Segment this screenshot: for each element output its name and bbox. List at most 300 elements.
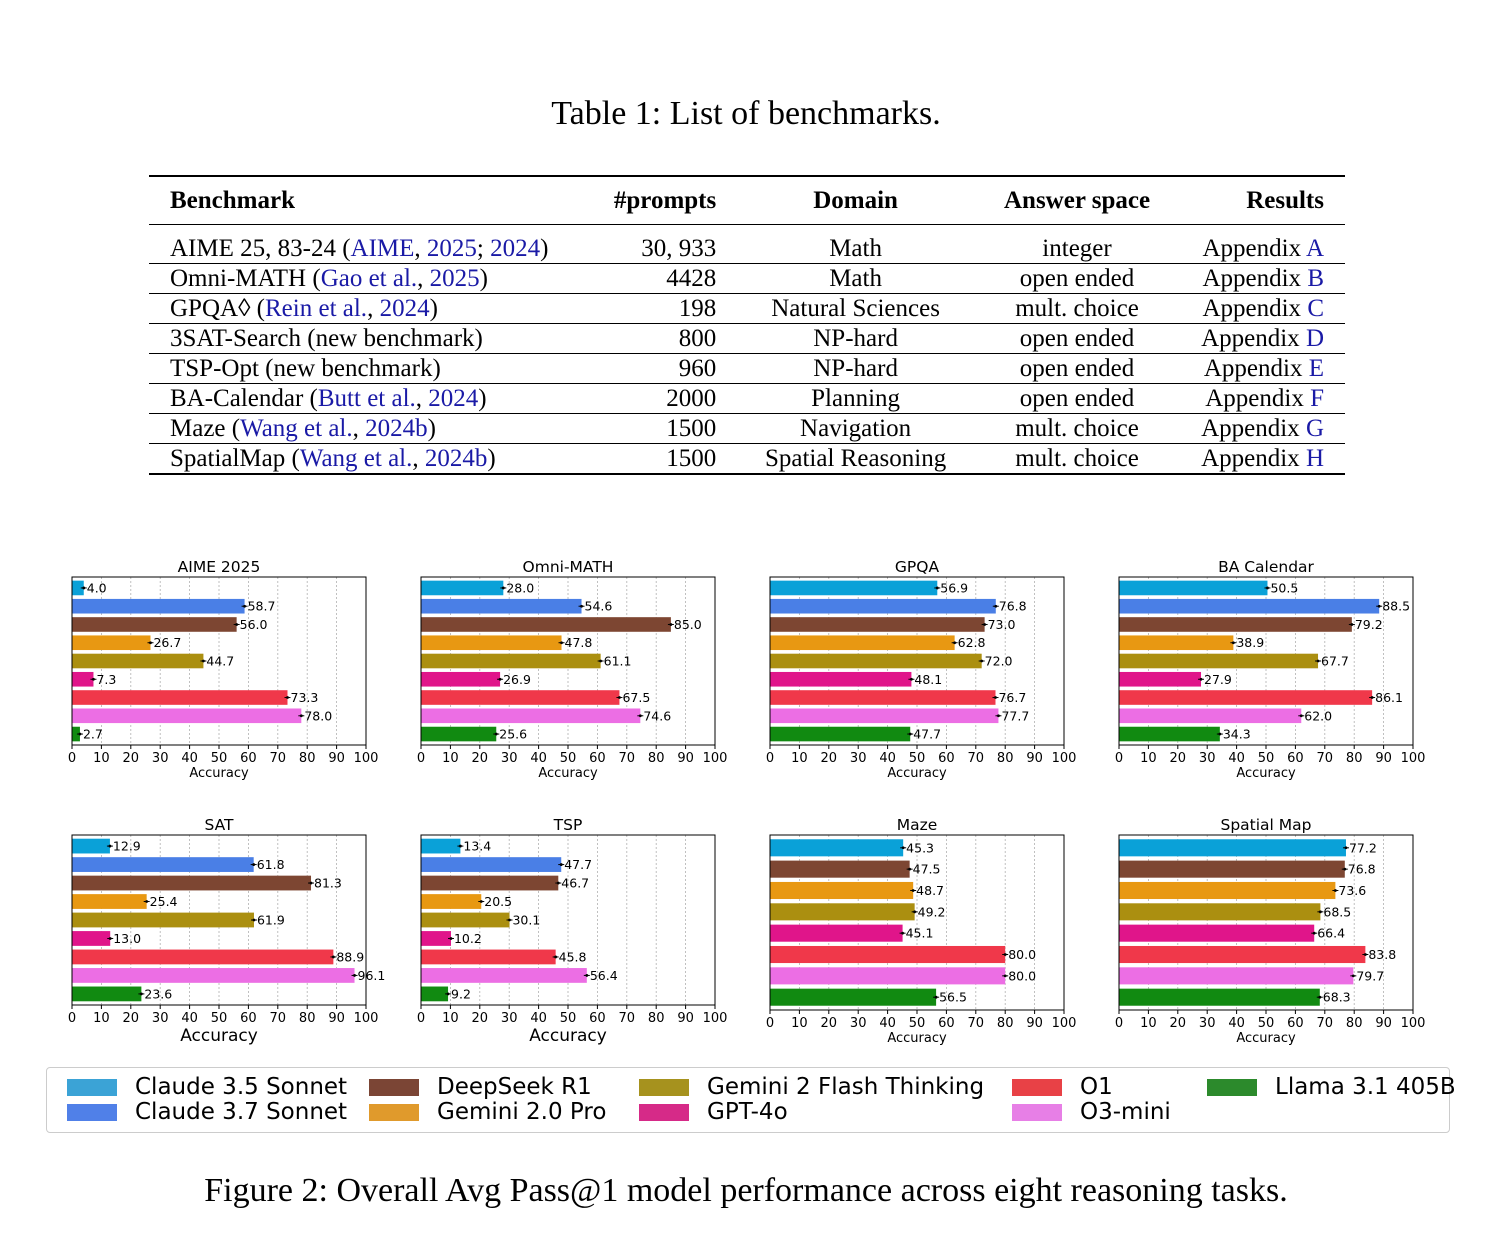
header-answer-space: Answer space bbox=[974, 176, 1180, 225]
error-bar-point bbox=[1300, 714, 1303, 717]
data-label: 45.1 bbox=[905, 925, 934, 941]
appendix-link[interactable]: D bbox=[1305, 325, 1324, 352]
error-bar-point bbox=[1218, 733, 1221, 736]
bar bbox=[72, 654, 203, 669]
data-label: 76.8 bbox=[998, 598, 1027, 614]
x-tick-label: 60 bbox=[1287, 751, 1304, 766]
bar bbox=[1119, 727, 1220, 742]
data-label: 7.3 bbox=[96, 671, 117, 687]
appendix-link[interactable]: C bbox=[1307, 295, 1324, 322]
benchmark-name: TSP-Opt (new benchmark) bbox=[170, 355, 441, 382]
data-label: 56.0 bbox=[239, 616, 268, 632]
data-label: 25.4 bbox=[149, 894, 178, 910]
x-tick-label: 100 bbox=[1051, 751, 1077, 766]
legend-swatch bbox=[1207, 1079, 1257, 1096]
x-tick-label: 20 bbox=[1169, 1016, 1187, 1031]
x-tick-label: 40 bbox=[530, 751, 547, 766]
x-axis-label: Accuracy bbox=[189, 766, 249, 781]
error-bar-point bbox=[1004, 974, 1007, 977]
x-tick-label: 60 bbox=[589, 1011, 606, 1026]
x-axis-label: Accuracy bbox=[887, 1031, 947, 1046]
error-bar-point bbox=[580, 605, 583, 608]
data-label: 56.4 bbox=[589, 967, 618, 983]
error-bar-point bbox=[310, 882, 313, 885]
bar bbox=[770, 654, 982, 669]
citation-close: ) bbox=[427, 415, 436, 442]
x-tick-label: 10 bbox=[791, 751, 808, 766]
x-tick-label: 90 bbox=[328, 1011, 345, 1026]
error-bar-point bbox=[1200, 678, 1203, 681]
table-caption: Table 1: List of benchmarks. bbox=[551, 95, 941, 132]
citation-separator: , bbox=[417, 265, 430, 292]
chart-legend bbox=[46, 1067, 1456, 1133]
error-bar-point bbox=[353, 974, 356, 977]
x-tick-label: 60 bbox=[240, 1011, 257, 1026]
x-tick-label: 10 bbox=[93, 751, 110, 766]
header-results: Results bbox=[1180, 176, 1345, 225]
citation-separator: , bbox=[415, 385, 429, 412]
x-tick-label: 90 bbox=[1026, 751, 1043, 766]
bar bbox=[421, 672, 500, 687]
citation-link[interactable]: Butt et al. bbox=[317, 385, 416, 412]
benchmark-name: Maze ( bbox=[170, 415, 241, 442]
header-domain: Domain bbox=[737, 176, 974, 225]
bar bbox=[421, 894, 481, 909]
error-bar-point bbox=[82, 587, 85, 590]
error-bar-point bbox=[557, 882, 560, 885]
data-label: 88.9 bbox=[336, 949, 365, 965]
x-tick-label: 50 bbox=[1257, 1016, 1275, 1031]
legend-swatch bbox=[369, 1104, 419, 1121]
benchmark-name: AIME 25, 83-24 ( bbox=[170, 234, 351, 262]
x-tick-label: 50 bbox=[210, 751, 228, 766]
data-label: 96.1 bbox=[357, 967, 386, 983]
x-tick-label: 60 bbox=[1287, 1016, 1304, 1031]
error-bar-point bbox=[560, 863, 563, 866]
error-bar-point bbox=[79, 733, 82, 736]
bar bbox=[72, 987, 141, 1002]
cell-prompts: 1500 bbox=[569, 414, 737, 444]
cell-prompts: 198 bbox=[569, 294, 737, 324]
x-tick-label: 40 bbox=[879, 751, 896, 766]
legend-item bbox=[639, 1100, 788, 1124]
x-tick-label: 20 bbox=[820, 1016, 838, 1031]
x-tick-label: 70 bbox=[967, 1016, 985, 1031]
chart-title: SAT bbox=[204, 816, 234, 834]
error-bar-point bbox=[902, 846, 905, 849]
appendix-link[interactable]: A bbox=[1305, 234, 1324, 262]
benchmark-name: 3SAT-Search (new benchmark) bbox=[170, 325, 483, 352]
bar bbox=[421, 727, 496, 742]
data-label: 66.4 bbox=[1317, 925, 1346, 941]
data-label: 28.0 bbox=[506, 580, 535, 596]
error-bar-point bbox=[910, 678, 913, 681]
bar bbox=[770, 708, 998, 723]
bar bbox=[1119, 925, 1314, 942]
bar bbox=[72, 857, 254, 872]
data-label: 80.0 bbox=[1008, 968, 1037, 984]
error-bar-point bbox=[913, 910, 916, 913]
error-bar-point bbox=[1350, 623, 1353, 626]
x-tick-label: 40 bbox=[181, 1011, 198, 1026]
error-bar-point bbox=[495, 733, 498, 736]
x-tick-label: 90 bbox=[1375, 1016, 1392, 1031]
error-bar-point bbox=[286, 696, 289, 699]
chart-title: Omni-MATH bbox=[522, 558, 614, 576]
bar bbox=[1119, 581, 1267, 596]
cell-domain: NP-hard bbox=[737, 324, 974, 354]
error-bar-point bbox=[1266, 587, 1269, 590]
x-tick-label: 100 bbox=[1400, 1016, 1426, 1031]
results-prefix: Appendix bbox=[1201, 325, 1306, 352]
bar bbox=[421, 654, 601, 669]
legend-swatch bbox=[1012, 1104, 1062, 1121]
bar bbox=[1119, 903, 1320, 920]
data-label: 30.1 bbox=[512, 912, 541, 928]
data-label: 61.8 bbox=[256, 857, 285, 873]
error-bar-point bbox=[252, 863, 255, 866]
results-prefix: Appendix bbox=[1205, 385, 1311, 412]
data-label: 76.7 bbox=[998, 690, 1027, 706]
cell-answer-space: open ended bbox=[974, 324, 1180, 354]
data-label: 67.5 bbox=[622, 690, 651, 706]
chart-title: AIME 2025 bbox=[177, 558, 261, 576]
data-label: 10.2 bbox=[453, 930, 482, 946]
bar bbox=[72, 931, 110, 946]
bar bbox=[1119, 967, 1353, 984]
appendix-link[interactable]: H bbox=[1305, 445, 1324, 472]
bar bbox=[1119, 839, 1346, 856]
error-bar-point bbox=[480, 900, 483, 903]
bar bbox=[1119, 654, 1318, 669]
data-label: 13.4 bbox=[463, 838, 492, 854]
results-prefix: Appendix bbox=[1202, 295, 1308, 322]
error-bar-point bbox=[908, 868, 911, 871]
data-label: 73.6 bbox=[1338, 882, 1367, 898]
error-bar-point bbox=[1318, 996, 1321, 999]
bar bbox=[770, 581, 937, 596]
x-axis-label: Accuracy bbox=[180, 1026, 258, 1046]
data-label: 4.0 bbox=[86, 580, 107, 596]
data-label: 77.2 bbox=[1348, 840, 1377, 856]
bar bbox=[421, 987, 448, 1002]
error-bar-point bbox=[1232, 641, 1235, 644]
x-tick-label: 100 bbox=[353, 751, 379, 766]
x-tick-label: 0 bbox=[67, 751, 77, 766]
x-tick-label: 60 bbox=[938, 751, 955, 766]
error-bar-point bbox=[639, 714, 642, 717]
data-label: 45.8 bbox=[558, 949, 587, 965]
citation-link[interactable]: Gao et al. bbox=[320, 265, 418, 292]
citation-link[interactable]: AIME bbox=[350, 234, 415, 262]
error-bar-point bbox=[994, 605, 997, 608]
bar bbox=[421, 876, 558, 891]
data-label: 86.1 bbox=[1375, 690, 1403, 706]
data-label: 61.9 bbox=[256, 912, 285, 928]
x-tick-label: 90 bbox=[677, 1011, 694, 1026]
citation-year-link[interactable]: 2024 bbox=[428, 385, 479, 412]
citation-link[interactable]: Wang et al. bbox=[240, 415, 353, 442]
x-tick-label: 70 bbox=[618, 751, 636, 766]
bar bbox=[1119, 690, 1372, 705]
citation-close: ) bbox=[487, 445, 496, 472]
citation-year-link[interactable]: 2024b bbox=[424, 445, 488, 472]
x-tick-label: 50 bbox=[559, 1011, 577, 1026]
legend-item bbox=[1207, 1075, 1456, 1099]
data-label: 50.5 bbox=[1270, 580, 1299, 596]
legend-item bbox=[1012, 1100, 1171, 1124]
cell-prompts: 1500 bbox=[569, 444, 737, 475]
data-label: 68.3 bbox=[1322, 989, 1351, 1005]
error-bar-point bbox=[145, 900, 148, 903]
legend-label: GPT-4o bbox=[707, 1099, 788, 1125]
citation-year-link[interactable]: 2024 bbox=[490, 234, 541, 262]
bar bbox=[1119, 672, 1201, 687]
bar bbox=[1119, 882, 1335, 899]
bar bbox=[421, 581, 503, 596]
data-label: 77.7 bbox=[1001, 708, 1030, 724]
legend-item bbox=[369, 1075, 592, 1099]
data-label: 47.8 bbox=[564, 635, 593, 651]
bar bbox=[770, 635, 955, 650]
x-tick-label: 40 bbox=[879, 1016, 896, 1031]
bar bbox=[421, 857, 561, 872]
error-bar-point bbox=[909, 733, 912, 736]
x-tick-label: 80 bbox=[996, 751, 1014, 766]
bar bbox=[1119, 635, 1233, 650]
citation-separator: , bbox=[412, 445, 425, 472]
cell-answer-space: open ended bbox=[974, 354, 1180, 384]
legend-label: Gemini 2.0 Pro bbox=[437, 1099, 607, 1125]
data-label: 73.3 bbox=[290, 690, 319, 706]
error-bar-point bbox=[109, 845, 112, 848]
citation-year-link[interactable]: 2024b bbox=[365, 415, 428, 442]
data-label: 34.3 bbox=[1222, 726, 1251, 742]
results-prefix: Appendix bbox=[1202, 265, 1308, 292]
error-bar-point bbox=[953, 641, 956, 644]
data-label: 47.7 bbox=[564, 857, 593, 873]
data-label: 9.2 bbox=[451, 986, 471, 1002]
x-tick-label: 60 bbox=[938, 1016, 955, 1031]
x-tick-label: 50 bbox=[210, 1011, 228, 1026]
x-tick-label: 30 bbox=[1198, 1016, 1216, 1031]
citation-close: ) bbox=[429, 295, 438, 322]
bar bbox=[72, 968, 355, 983]
bar bbox=[421, 690, 619, 705]
data-label: 45.3 bbox=[906, 840, 935, 856]
data-label: 80.0 bbox=[1008, 947, 1037, 963]
x-tick-label: 30 bbox=[500, 1011, 518, 1026]
x-tick-label: 70 bbox=[269, 751, 287, 766]
citation-close: ) bbox=[540, 234, 549, 262]
bar bbox=[770, 672, 911, 687]
legend-item bbox=[639, 1075, 984, 1099]
citation-year-link[interactable]: 2024 bbox=[379, 295, 430, 322]
error-bar-point bbox=[912, 889, 915, 892]
data-label: 56.9 bbox=[940, 580, 969, 596]
error-bar-point bbox=[670, 623, 673, 626]
x-tick-label: 20 bbox=[1169, 751, 1187, 766]
data-label: 2.7 bbox=[82, 726, 103, 742]
citation-link[interactable]: Rein et al. bbox=[265, 295, 368, 322]
appendix-link[interactable]: G bbox=[1305, 415, 1324, 442]
bar bbox=[72, 672, 93, 687]
error-bar-point bbox=[243, 605, 246, 608]
bar bbox=[770, 903, 915, 920]
error-bar-point bbox=[554, 956, 557, 959]
appendix-link[interactable]: B bbox=[1307, 265, 1324, 292]
chart-title: Maze bbox=[896, 816, 938, 834]
legend-swatch bbox=[67, 1079, 117, 1096]
error-bar-point bbox=[997, 714, 1000, 717]
x-tick-label: 20 bbox=[820, 751, 838, 766]
data-label: 62.8 bbox=[957, 635, 986, 651]
bar bbox=[421, 950, 556, 965]
legend-swatch bbox=[1012, 1079, 1062, 1096]
x-tick-label: 10 bbox=[442, 751, 459, 766]
legend-swatch bbox=[639, 1079, 689, 1096]
bar bbox=[1119, 708, 1301, 723]
bar bbox=[421, 839, 460, 854]
data-label: 73.0 bbox=[987, 616, 1016, 632]
x-tick-label: 100 bbox=[702, 751, 728, 766]
x-tick-label: 10 bbox=[1140, 1016, 1157, 1031]
benchmark-name: BA-Calendar ( bbox=[170, 385, 318, 412]
appendix-link[interactable]: E bbox=[1308, 355, 1324, 382]
error-bar-point bbox=[1317, 660, 1320, 663]
data-label: 72.0 bbox=[984, 653, 1013, 669]
x-tick-label: 100 bbox=[353, 1011, 379, 1026]
bar bbox=[72, 950, 333, 965]
data-label: 47.5 bbox=[912, 861, 941, 877]
citation-year-link[interactable]: 2025 bbox=[429, 265, 480, 292]
data-label: 13.0 bbox=[113, 930, 142, 946]
error-bar-point bbox=[983, 623, 986, 626]
error-bar-point bbox=[1378, 605, 1381, 608]
error-bar-point bbox=[92, 678, 95, 681]
error-bar-point bbox=[901, 932, 904, 935]
x-tick-label: 20 bbox=[471, 751, 489, 766]
x-tick-label: 80 bbox=[298, 751, 316, 766]
error-bar-point bbox=[149, 641, 152, 644]
chart-title: GPQA bbox=[894, 558, 940, 576]
x-tick-label: 30 bbox=[151, 1011, 169, 1026]
bar bbox=[72, 708, 301, 723]
citation-separator: , bbox=[414, 234, 427, 262]
error-bar-point bbox=[1343, 868, 1346, 871]
x-tick-label: 80 bbox=[996, 1016, 1014, 1031]
error-bar-point bbox=[1364, 953, 1367, 956]
x-tick-label: 0 bbox=[67, 1011, 77, 1026]
legend-label: Claude 3.7 Sonnet bbox=[135, 1099, 348, 1125]
cell-domain: Navigation bbox=[737, 414, 974, 444]
x-tick-label: 30 bbox=[849, 1016, 867, 1031]
benchmark-name: SpatialMap ( bbox=[170, 445, 300, 472]
cell-answer-space: mult. choice bbox=[974, 414, 1180, 444]
figure-caption: Figure 2: Overall Avg Pass@1 model performance across eight reasoning tasks. bbox=[204, 1172, 1288, 1209]
error-bar-point bbox=[1352, 974, 1355, 977]
data-label: 88.5 bbox=[1382, 598, 1411, 614]
cell-domain: Math bbox=[737, 225, 974, 264]
appendix-link[interactable]: F bbox=[1310, 385, 1324, 412]
bar bbox=[72, 635, 150, 650]
bar bbox=[770, 690, 995, 705]
error-bar-point bbox=[599, 660, 602, 663]
error-bar-point bbox=[935, 996, 938, 999]
error-bar-point bbox=[585, 974, 588, 977]
legend-label: DeepSeek R1 bbox=[437, 1074, 592, 1100]
header-benchmark: Benchmark bbox=[149, 176, 569, 225]
error-bar-point bbox=[109, 937, 112, 940]
bar bbox=[72, 913, 254, 928]
x-tick-label: 20 bbox=[471, 1011, 489, 1026]
x-tick-label: 0 bbox=[416, 751, 426, 766]
citation-year-link[interactable]: 2025 bbox=[426, 234, 477, 262]
error-bar-point bbox=[447, 993, 450, 996]
bar bbox=[1119, 599, 1379, 614]
data-label: 56.5 bbox=[939, 989, 967, 1005]
x-tick-label: 90 bbox=[677, 751, 694, 766]
error-bar-point bbox=[1371, 696, 1374, 699]
cell-answer-space: mult. choice bbox=[974, 444, 1180, 475]
error-bar-point bbox=[202, 660, 205, 663]
error-bar-point bbox=[332, 956, 335, 959]
x-tick-label: 40 bbox=[181, 751, 198, 766]
data-label: 44.7 bbox=[206, 653, 235, 669]
bar bbox=[421, 599, 582, 614]
bar bbox=[770, 617, 985, 632]
x-tick-label: 70 bbox=[967, 751, 985, 766]
benchmark-name: Omni-MATH ( bbox=[170, 265, 321, 292]
cell-domain: Planning bbox=[737, 384, 974, 414]
error-bar-point bbox=[508, 919, 511, 922]
error-bar-point bbox=[980, 660, 983, 663]
bar bbox=[1119, 861, 1345, 878]
legend-label: Gemini 2 Flash Thinking bbox=[707, 1074, 985, 1100]
x-axis-label: Accuracy bbox=[1236, 766, 1296, 781]
bar bbox=[72, 690, 288, 705]
error-bar-point bbox=[499, 678, 502, 681]
x-tick-label: 40 bbox=[1228, 1016, 1245, 1031]
x-tick-label: 10 bbox=[791, 1016, 808, 1031]
x-tick-label: 70 bbox=[1316, 1016, 1334, 1031]
results-prefix: Appendix bbox=[1201, 445, 1306, 472]
results-prefix: Appendix bbox=[1203, 355, 1309, 382]
chart-title: Spatial Map bbox=[1220, 816, 1312, 834]
error-bar-point bbox=[1319, 910, 1322, 913]
bar bbox=[72, 617, 237, 632]
data-label: 48.7 bbox=[916, 882, 945, 898]
citation-link[interactable]: Wang et al. bbox=[299, 445, 413, 472]
data-label: 67.7 bbox=[1321, 653, 1349, 669]
citation-separator: ; bbox=[476, 234, 491, 262]
data-label: 26.9 bbox=[503, 671, 531, 687]
data-label: 25.6 bbox=[499, 726, 528, 742]
x-tick-label: 100 bbox=[702, 1011, 728, 1026]
x-tick-label: 0 bbox=[1114, 751, 1124, 766]
data-label: 61.1 bbox=[603, 653, 632, 669]
bar bbox=[421, 708, 640, 723]
bar bbox=[770, 839, 903, 856]
bar bbox=[72, 894, 147, 909]
bar bbox=[770, 946, 1005, 963]
x-axis-label: Accuracy bbox=[887, 766, 947, 781]
x-tick-label: 90 bbox=[328, 751, 345, 766]
cell-prompts: 960 bbox=[569, 354, 737, 384]
data-label: 62.0 bbox=[1304, 708, 1333, 724]
error-bar-point bbox=[459, 845, 462, 848]
legend-label: Claude 3.5 Sonnet bbox=[135, 1074, 348, 1100]
